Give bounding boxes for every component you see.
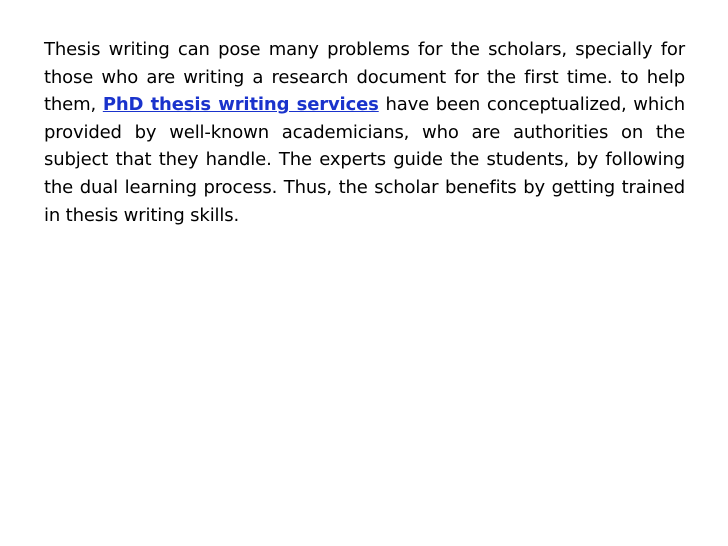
phd-thesis-writing-services-link[interactable]: PhD thesis writing services — [102, 94, 379, 116]
paragraph-text-after-link: have been conceptualized, which provided by well-known academicians, who are authorities on the subject that they handle. The experts guide the students, by following the dual learning process. Thus, the scholar benefits by getting trained in thesis writing skills. — [44, 94, 685, 226]
paragraph-text-before-link: Thesis writing can pose many problems for the scholars, specially for those who are writing a research document for the first time. to help them, — [44, 39, 685, 116]
body-paragraph — [44, 36, 685, 229]
